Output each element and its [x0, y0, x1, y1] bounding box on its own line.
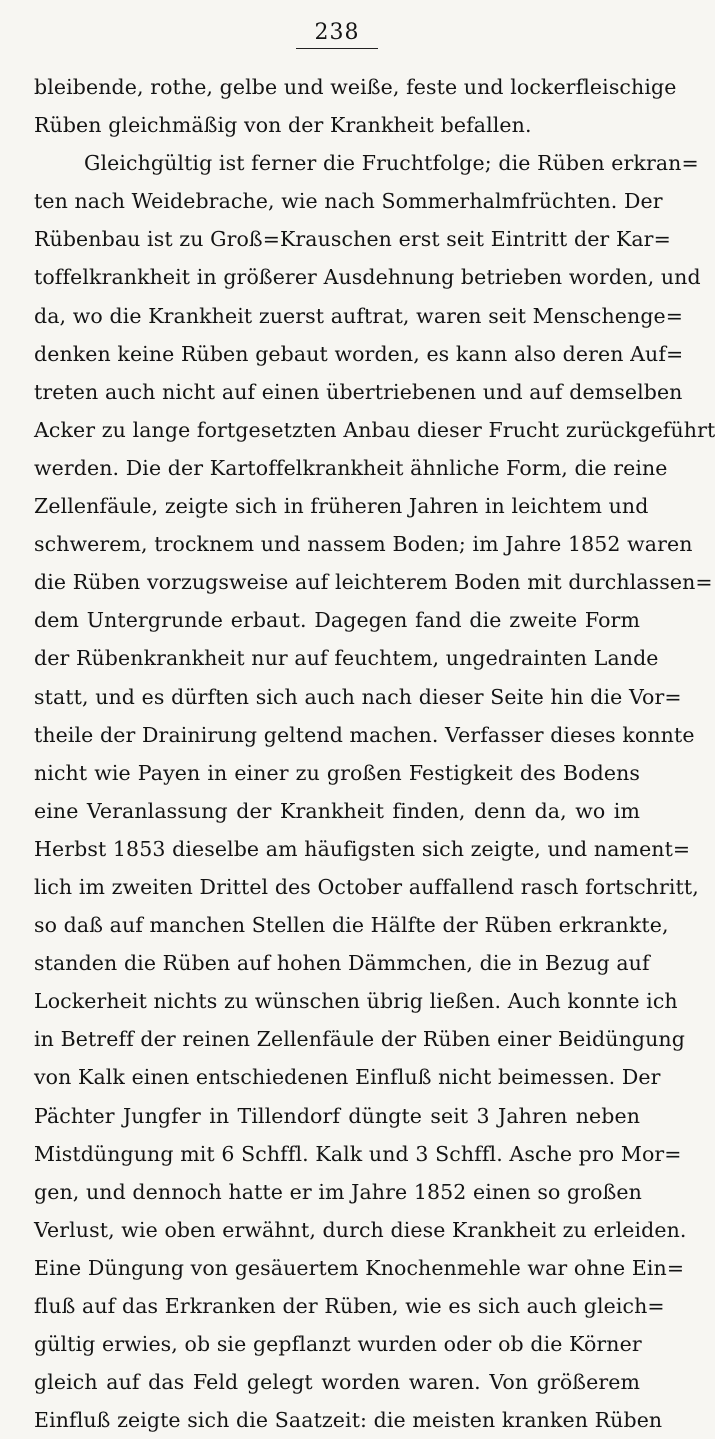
text-line: gleich auf das Feld gelegt worden waren. Von größerem: [34, 1370, 640, 1395]
text-line: nicht wie Payen in einer zu großen Festigkeit des Bodens: [34, 760, 640, 785]
text-line: so daß auf manchen Stellen die Hälfte der Rüben erkrankte,: [34, 913, 669, 938]
text-line: treten auch nicht auf einen übertriebenen und auf demselben: [34, 379, 683, 404]
text-line: Pächter Jungfer in Tillendorf düngte seit 3 Jahren neben: [34, 1103, 640, 1128]
text-line: eine Veranlassung der Krankheit finden, denn da, wo im: [34, 798, 640, 823]
text-line: Eine Düngung von gesäuertem Knochenmehle war ohne Ein=: [34, 1255, 685, 1280]
text-line: Verlust, wie oben erwähnt, durch diese Krankheit zu erleiden.: [34, 1217, 687, 1242]
text-line: die Rüben vorzugsweise auf leichterem Boden mit durchlassen=: [34, 570, 713, 595]
text-line: Acker zu lange fortgesetzten Anbau dieser Frucht zurückgeführt: [34, 417, 715, 442]
header-rule: [296, 48, 378, 49]
text-line: Rübenbau ist zu Groß=Krauschen erst seit Eintritt der Kar=: [34, 227, 671, 252]
text-line: in Betreff der reinen Zellenfäule der Rüben einer Beidüngung: [34, 1027, 685, 1052]
text-line: Herbst 1853 dieselbe am häufigsten sich zeigte, und nament=: [34, 836, 691, 861]
body-text: [34, 68, 715, 1439]
text-line: ten nach Weidebrache, wie nach Sommerhalmfrüchten. Der: [34, 189, 663, 214]
text-line: da, wo die Krankheit zuerst auftrat, waren seit Menschenge=: [34, 303, 684, 328]
text-line: Zellenfäule, zeigte sich in früheren Jahren in leichtem und: [34, 494, 649, 519]
text-line: gen, und dennoch hatte er im Jahre 1852 einen so großen: [34, 1179, 642, 1204]
text-line: der Rübenkrankheit nur auf feuchtem, ungedrainten Lande: [34, 646, 659, 671]
text-line: von Kalk einen entschiedenen Einfluß nicht beimessen. Der: [34, 1065, 661, 1090]
text-line: dem Untergrunde erbaut. Dagegen fand die zweite Form: [34, 608, 640, 633]
text-line: Lockerheit nichts zu wünschen übrig ließen. Auch konnte ich: [34, 989, 678, 1014]
text-line: Mistdüngung mit 6 Schffl. Kalk und 3 Schffl. Asche pro Mor=: [34, 1141, 682, 1166]
text-line: Gleichgültig ist ferner die Fruchtfolge; die Rüben erkran=: [84, 151, 699, 176]
text-line: Einfluß zeigte sich die Saatzeit: die meisten kranken Rüben: [34, 1408, 663, 1433]
text-line: gültig erwies, ob sie gepflanzt wurden oder ob die Körner: [34, 1332, 642, 1357]
text-line: werden. Die der Kartoffelkrankheit ähnliche Form, die reine: [34, 455, 668, 480]
text-line: schwerem, trocknem und nassem Boden; im Jahre 1852 waren: [34, 532, 693, 557]
text-line: standen die Rüben auf hohen Dämmchen, die in Bezug auf: [34, 951, 650, 976]
text-line: denken keine Rüben gebaut worden, es kann also deren Auf=: [34, 341, 684, 366]
text-line: fluß auf das Erkranken der Rüben, wie es sich auch gleich=: [34, 1294, 665, 1318]
text-line: theile der Drainirung geltend machen. Verfasser dieses konnte: [34, 722, 695, 747]
page-number: 238: [314, 20, 360, 45]
text-line: lich im zweiten Drittel des October auffallend rasch fortschritt,: [34, 874, 699, 899]
text-line: toffelkrankheit in größerer Ausdehnung betrieben worden, und: [34, 265, 701, 290]
text-line: bleibende, rothe, gelbe und weiße, feste und lockerfleischige: [34, 75, 677, 99]
text-line: Rüben gleichmäßig von der Krankheit befallen.: [34, 113, 532, 138]
text-line: statt, und es dürften sich auch nach dieser Seite hin die Vor=: [34, 684, 682, 709]
